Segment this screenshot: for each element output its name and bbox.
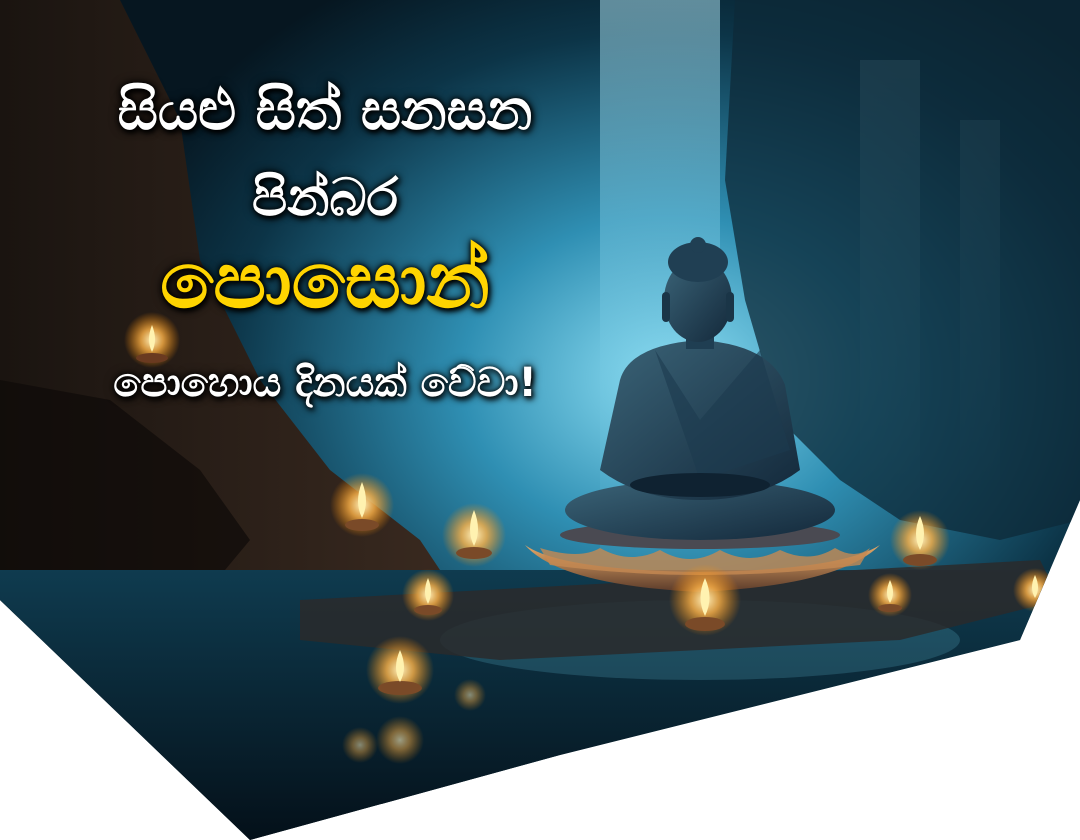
greeting-line-4: පොහොය දිනයක් වේවා! — [113, 360, 537, 406]
oil-lamp-icon — [868, 573, 912, 617]
greeting-line-2: පින්බර — [251, 168, 399, 228]
oil-lamp-icon — [366, 636, 434, 704]
oil-lamp-icon — [330, 473, 394, 537]
oil-lamp-icon — [442, 503, 506, 567]
oil-lamp-icon — [669, 564, 741, 636]
oil-lamp-icon — [890, 510, 950, 570]
oil-lamp-icon — [402, 569, 454, 621]
greeting-line-1: සියළු සිත් සනසන — [117, 78, 533, 143]
greeting-line-poson: පොසොන් — [160, 236, 490, 326]
oil-lamp-icon — [1013, 568, 1057, 612]
